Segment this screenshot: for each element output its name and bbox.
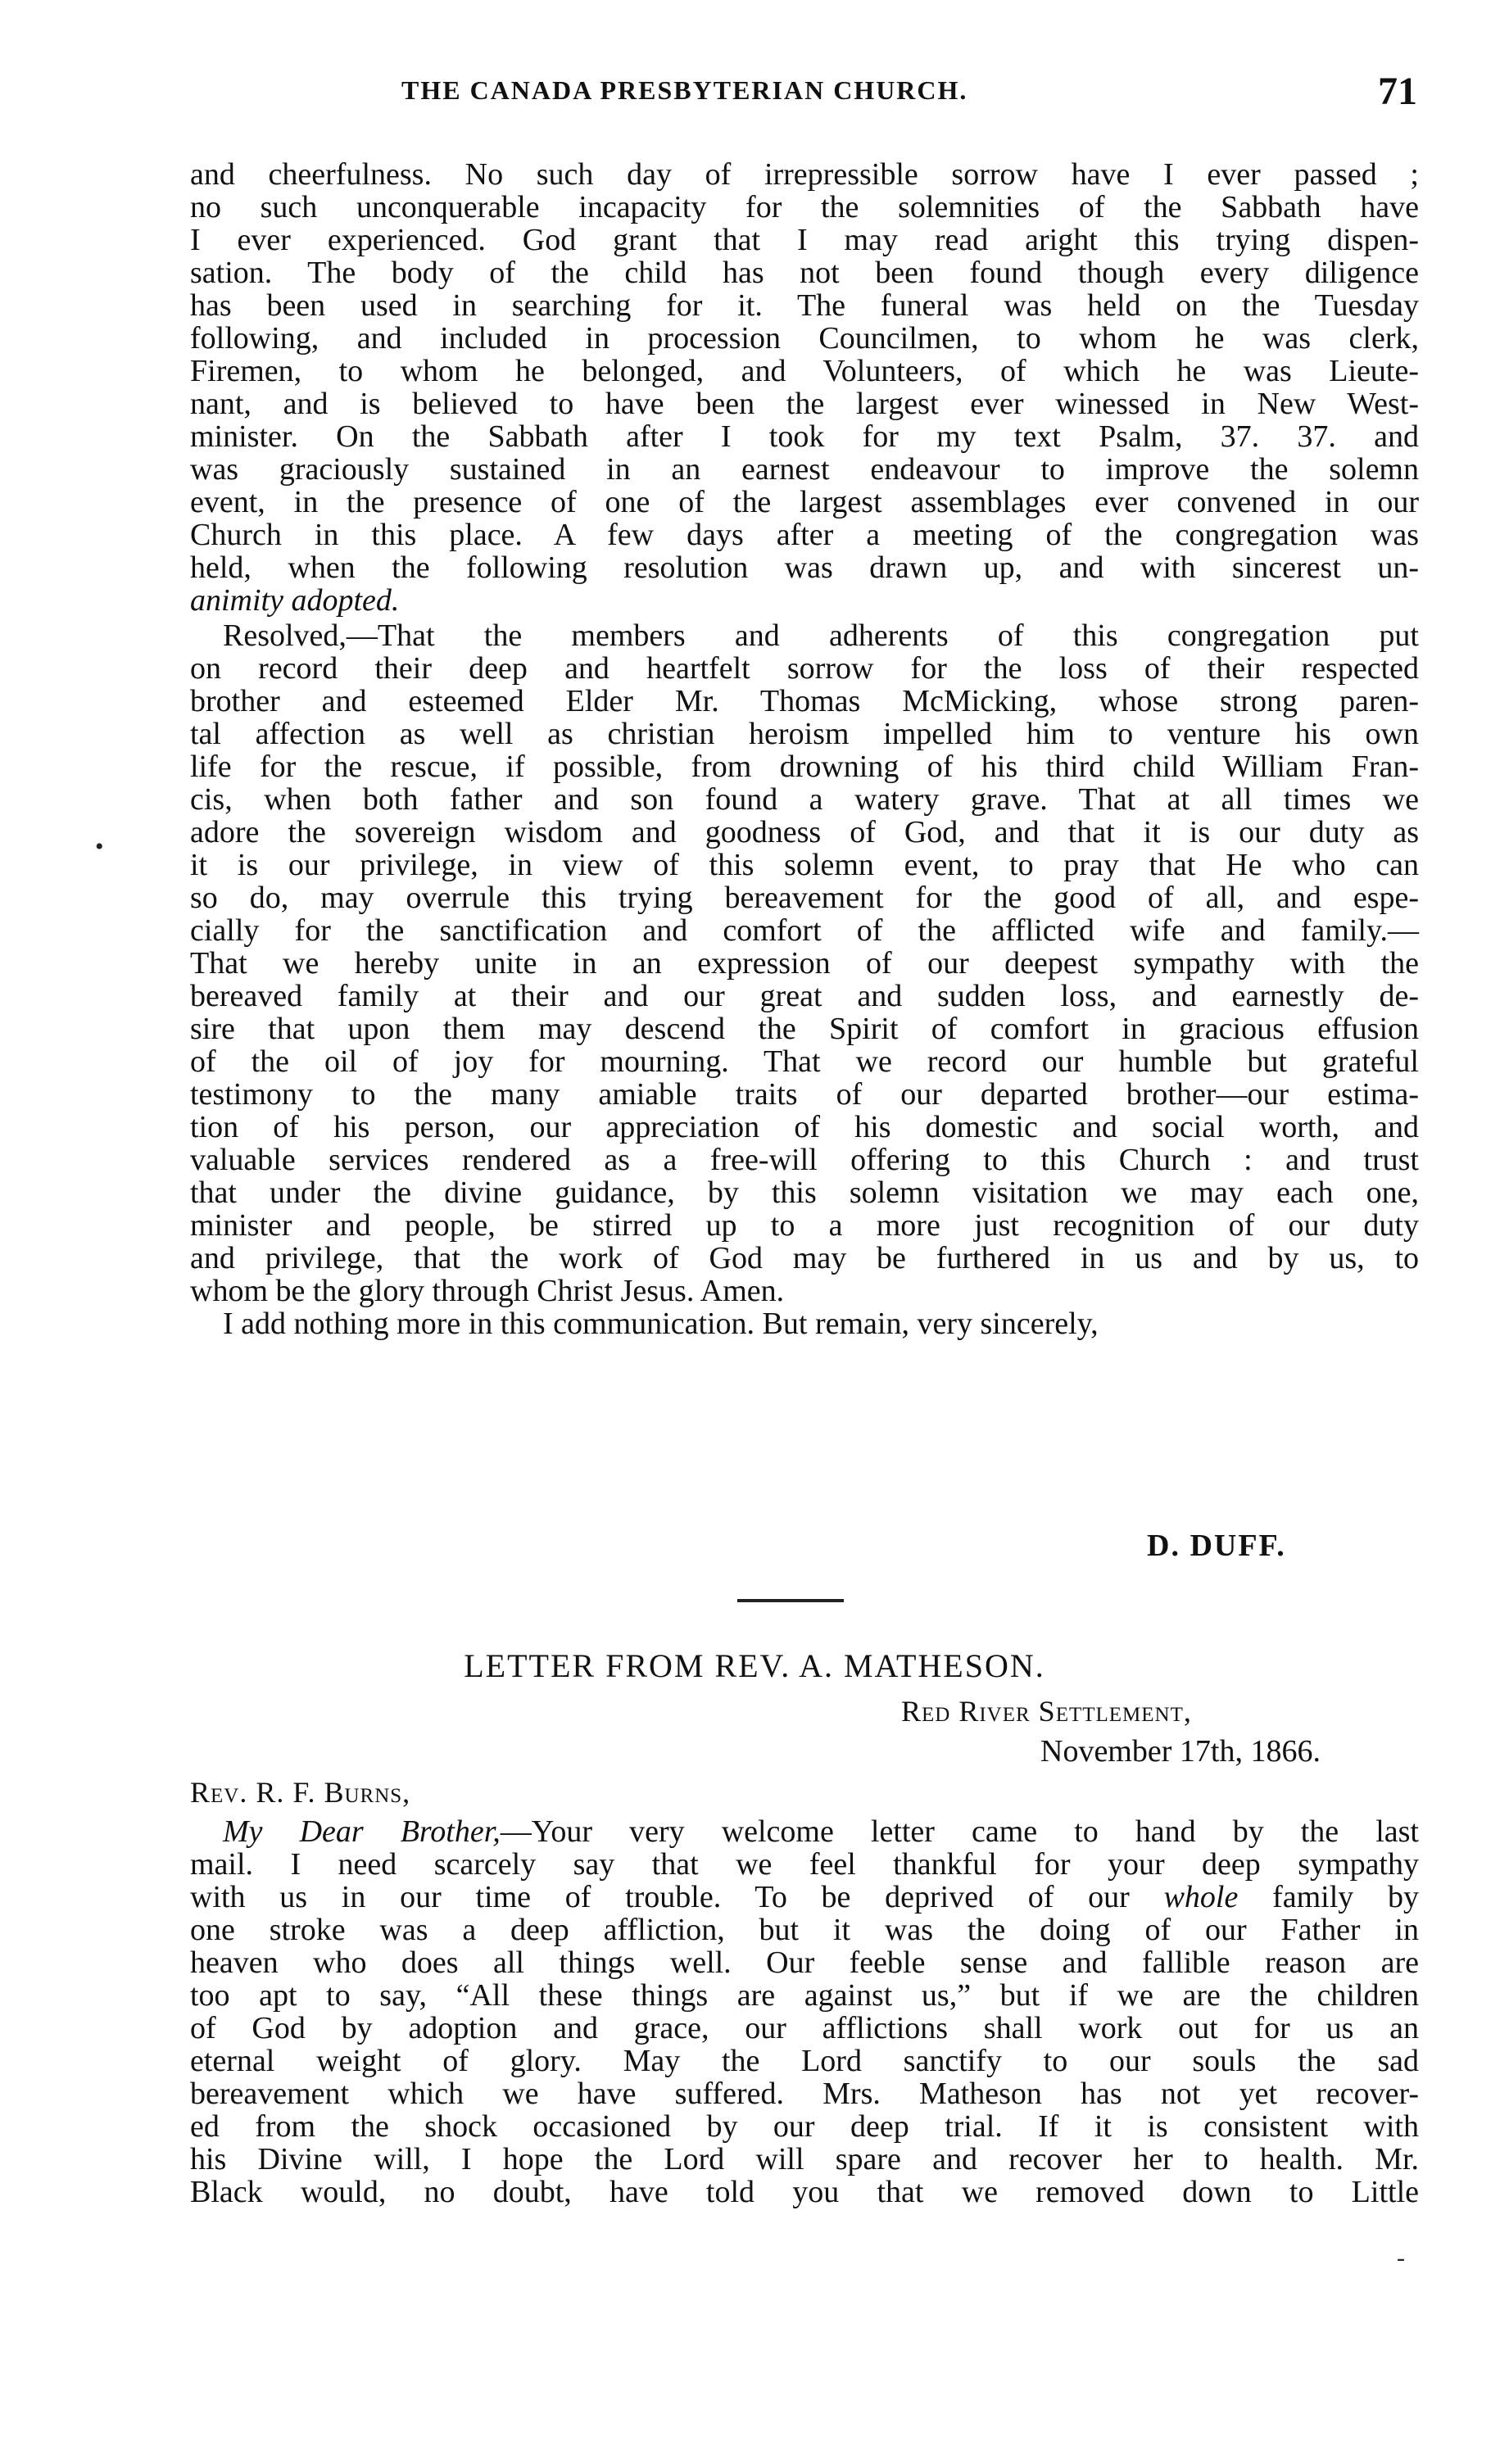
letter-date: November 17th, 1866. [1040, 1734, 1321, 1769]
text-line: that under the divine guidance, by this solemn visitation we may each one, [190, 1175, 1419, 1210]
text-line: no such unconquerable incapacity for the solemnities of the Sabbath have [190, 190, 1419, 224]
text-line: and cheerfulness. No such day of irrepressible sorrow have I ever passed ; [190, 157, 1419, 192]
letter-body [190, 1815, 1419, 2208]
text-line: eternal weight of glory. May the Lord sanctify to our souls the sad [190, 2044, 1419, 2078]
emphasis-whole: whole [1163, 1880, 1239, 1914]
text-line: bereaved family at their and our great and sudden loss, and earnestly de- [190, 979, 1419, 1013]
text-line: That we hereby unite in an expression of our deepest sympathy with the [190, 946, 1419, 981]
text-run: with us in our time of trouble. To be deprived of our [190, 1880, 1164, 1914]
text-line: Church in this place. A few days after a meeting of the congregation was [190, 518, 1419, 552]
text-line: ed from the shock occasioned by our deep trial. If it is consistent with [190, 2109, 1419, 2144]
text-line: sire that upon them may descend the Spirit of comfort in gracious effusion [190, 1012, 1419, 1046]
paragraph-continuation [190, 158, 1419, 617]
text-line: adore the sovereign wisdom and goodness of God, and that it is our duty as [190, 815, 1419, 849]
text-line: his Divine will, I hope the Lord will spare and recover her to health. Mr. [190, 2142, 1419, 2176]
text-line: following, and included in procession Councilmen, to whom he was clerk, [190, 321, 1419, 356]
text-line: heaven who does all things well. Our feeble sense and fallible reason are [190, 1945, 1419, 1980]
text-line: bereavement which we have suffered. Mrs. Matheson has not yet recover- [190, 2077, 1419, 2111]
margin-dot: • [95, 833, 104, 860]
text-line: and privilege, that the work of God may be furthered in us and by us, to [190, 1241, 1419, 1275]
running-title: THE CANADA PRESBYTERIAN CHURCH. [401, 75, 968, 105]
text-line: animity adopted. [190, 583, 400, 618]
salutation: My Dear Brother, [223, 1814, 501, 1849]
text-line: Resolved,—That the members and adherents of this congregation put [223, 618, 1419, 653]
text-line: it is our privilege, in view of this solemn event, to pray that He who can [190, 848, 1419, 882]
text-line: event, in the presence of one of the largest assemblages ever convened in our [190, 485, 1419, 519]
text-line: testimony to the many amiable traits of our departed brother—our estima- [190, 1077, 1419, 1112]
text-line: minister. On the Sabbath after I took for my text Psalm, 37. 37. and [190, 419, 1419, 454]
text-line [190, 1815, 1419, 1848]
text-line: valuable services rendered as a free-will offering to this Church : and trust [190, 1143, 1419, 1177]
letter-addressee: Rev. R. F. Burns, [190, 1776, 411, 1809]
signature: D. DUFF. [1147, 1529, 1286, 1563]
text-line: life for the rescue, if possible, from drowning of his third child William Fran- [190, 750, 1419, 784]
text-line: too apt to say, “All these things are against us,” but if we are the children [190, 1978, 1419, 2013]
text-line: cis, when both father and son found a watery grave. That at all times we [190, 782, 1419, 817]
text-run: family by [1238, 1880, 1419, 1914]
resolution-paragraph [190, 619, 1419, 1340]
text-line: mail. I need scarcely say that we feel thankful for your deep sympathy [190, 1847, 1419, 1882]
margin-dash: ‐ [1397, 2244, 1405, 2272]
section-rule [737, 1599, 844, 1602]
running-head [188, 70, 1417, 125]
text-line: held, when the following resolution was drawn up, and with sincerest un- [190, 550, 1419, 585]
text-line: tion of his person, our appreciation of his domestic and social worth, and [190, 1110, 1419, 1144]
text-line: tal affection as well as christian heroism impelled him to venture his own [190, 717, 1419, 751]
text-line: was graciously sustained in an earnest endeavour to improve the solemn [190, 452, 1419, 487]
text-line [190, 1881, 1419, 1914]
text-line: on record their deep and heartfelt sorrow for the loss of their respected [190, 651, 1419, 686]
text-line: I ever experienced. God grant that I may read aright this trying dispen- [190, 223, 1419, 257]
letter-place: Red River Settlement, [901, 1695, 1192, 1728]
text-line: nant, and is believed to have been the largest ever winessed in New West- [190, 387, 1419, 421]
text-line: brother and esteemed Elder Mr. Thomas McMicking, whose strong paren- [190, 684, 1419, 718]
text-line: has been used in searching for it. The funeral was held on the Tuesday [190, 288, 1419, 323]
text-line: Black would, no doubt, have told you that we removed down to Little [190, 2175, 1419, 2209]
text-line: Firemen, to whom he belonged, and Volunteers, of which he was Lieute- [190, 354, 1419, 388]
page-number: 71 [1378, 70, 1417, 113]
salutation-rest: —Your very welcome letter came to hand by the last [500, 1814, 1419, 1849]
text-line: of God by adoption and grace, our afflictions shall work out for us an [190, 2011, 1419, 2045]
text-line: so do, may overrule this trying bereavement for the good of all, and espe- [190, 881, 1419, 915]
text-line: one stroke was a deep affliction, but it was the doing of our Father in [190, 1913, 1419, 1947]
text-line: sation. The body of the child has not been found though every diligence [190, 256, 1419, 290]
text-line: of the oil of joy for mourning. That we record our humble but grateful [190, 1044, 1419, 1079]
closing-line: I add nothing more in this communication. But remain, very sincerely, [223, 1307, 1099, 1341]
text-line: cially for the sanctification and comfort of the afflicted wife and family.— [190, 913, 1419, 948]
text-line: minister and people, be stirred up to a more just recognition of our duty [190, 1208, 1419, 1243]
letter-heading: LETTER FROM REV. A. MATHESON. [464, 1647, 1045, 1684]
text-line: whom be the glory through Christ Jesus. Amen. [190, 1274, 785, 1308]
